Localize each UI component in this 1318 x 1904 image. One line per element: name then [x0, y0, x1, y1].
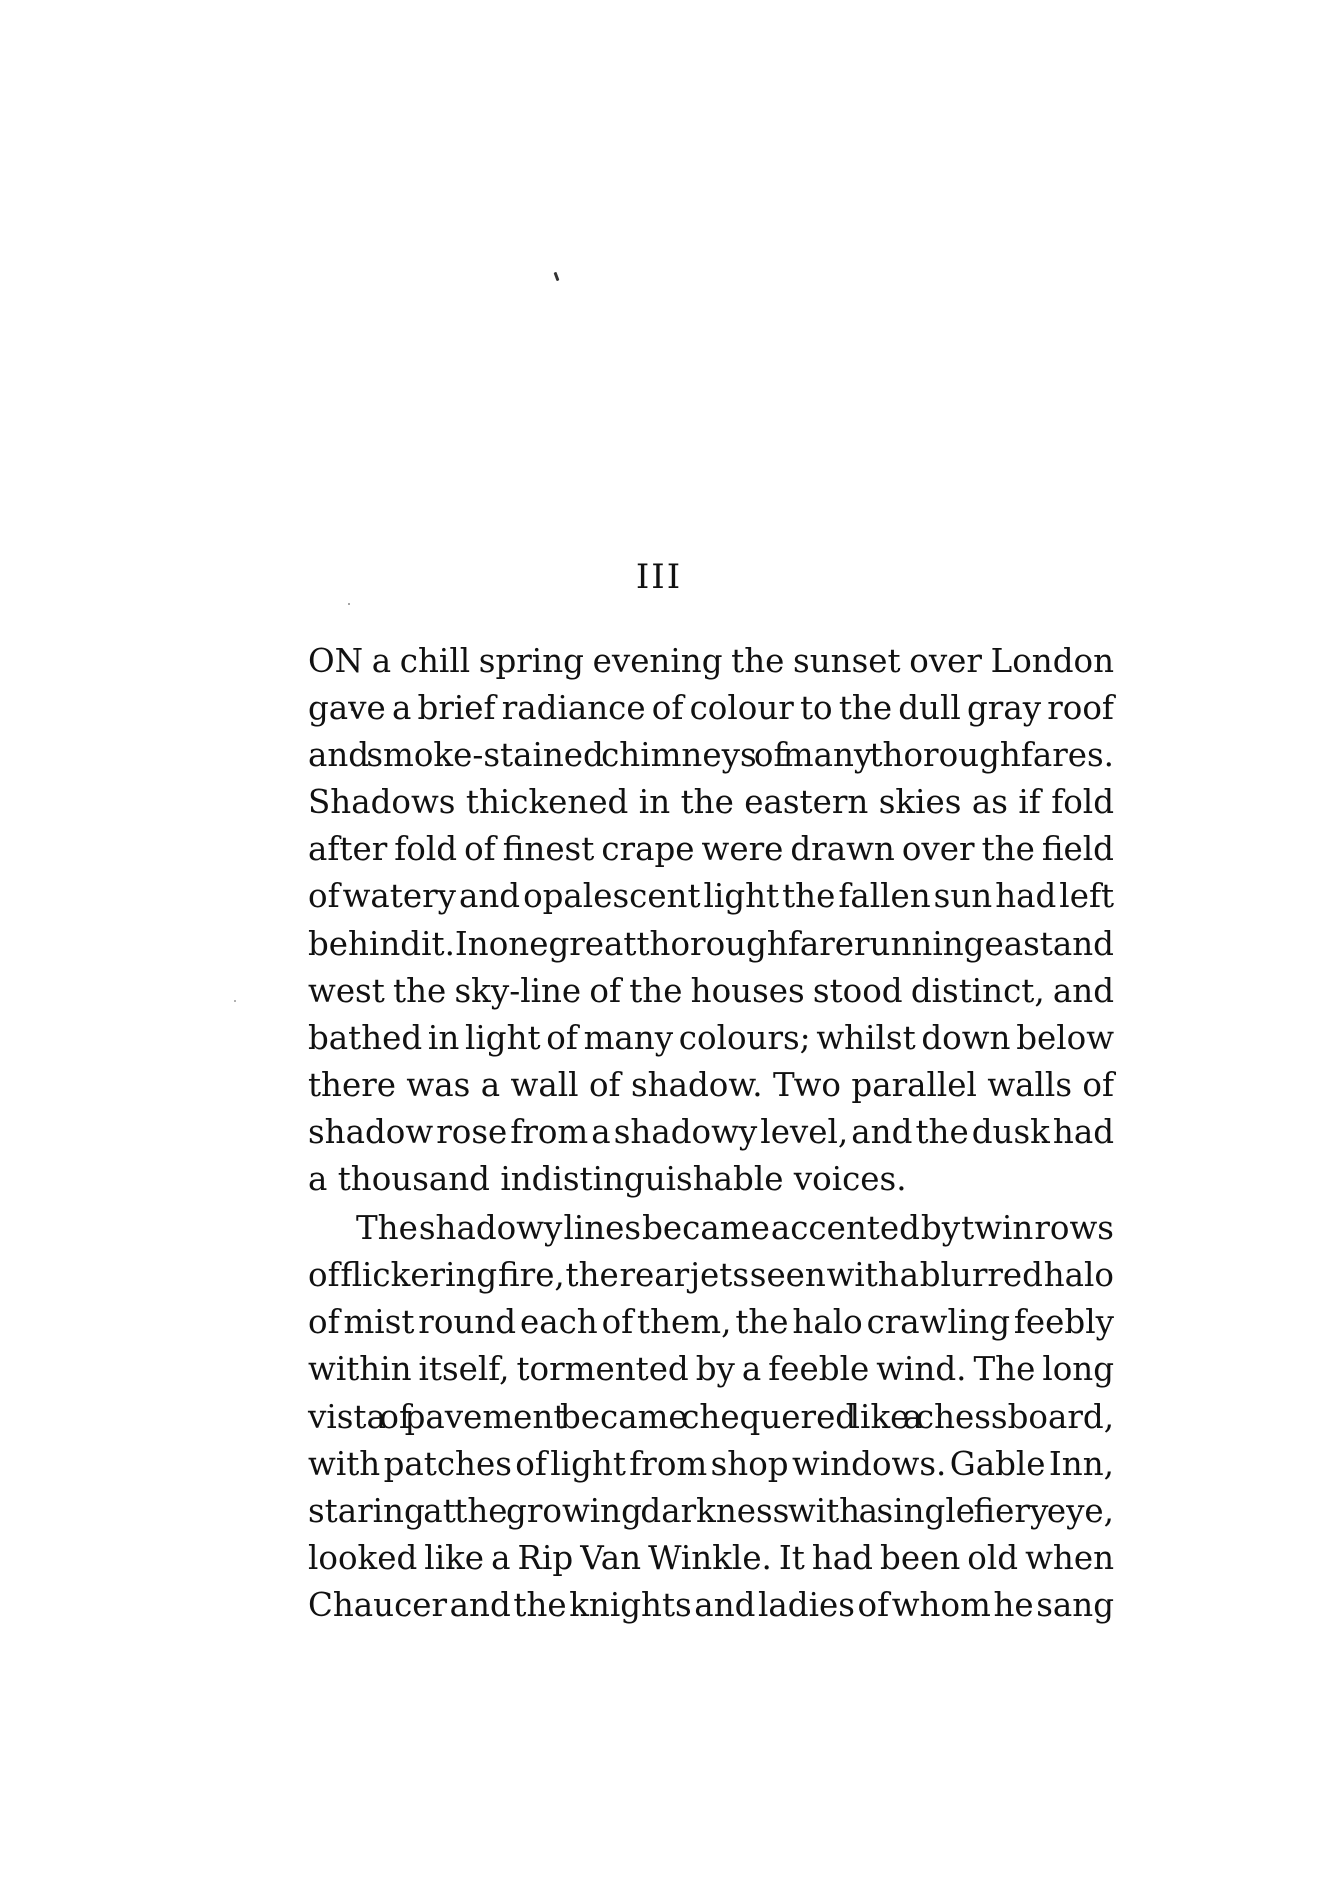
text-line: staring at the growing darkness with a single fiery eye,: [308, 1491, 1114, 1530]
chapter-number: III: [635, 557, 683, 597]
text-line: with patches of light from shop windows. Gable Inn,: [308, 1444, 1114, 1483]
paragraph-1: [308, 638, 1114, 1203]
text-line: within itself, tormented by a feeble wind. The long: [308, 1350, 1115, 1389]
text-line: bathed in light of many colours; whilst down below: [308, 1018, 1115, 1057]
chapter-body: [308, 638, 1114, 1629]
text-line: behind it. In one great thoroughfare running east and: [308, 924, 1114, 963]
text-line: and smoke-stained chimneys of many thoroughfares.: [308, 736, 1115, 775]
text-line: looked like a Rip Van Winkle. It had been old when: [308, 1538, 1115, 1577]
text-line: of flickering fire, the rear jets seen with a blurred halo: [308, 1256, 1114, 1295]
paragraph-2: [308, 1205, 1114, 1629]
text-line: a thousand indistinguishable voices.: [308, 1160, 907, 1199]
text-line: Chaucer and the knights and ladies of whom he sang: [308, 1585, 1114, 1624]
ink-speck: [554, 272, 560, 281]
text-line: gave a brief radiance of colour to the dull gray roof: [308, 689, 1114, 728]
text-line: there was a wall of shadow. Two parallel walls of: [308, 1065, 1115, 1104]
text-line: ON a chill spring evening the sunset over London: [308, 642, 1114, 680]
ink-speck: [234, 1000, 236, 1002]
text-line: west the sky-line of the houses stood distinct, and: [308, 971, 1115, 1010]
text-line: after fold of finest crape were drawn over the field: [308, 830, 1114, 869]
text-line: of mist round each of them, the halo crawling feebly: [308, 1303, 1114, 1342]
text-line: The shadowy lines became accented by twin rows: [356, 1209, 1114, 1248]
text-line: of watery and opalescent light the fallen sun had left: [308, 877, 1115, 916]
text-line: vista of pavement became chequered like a chessboard,: [308, 1397, 1115, 1436]
ink-speck: [348, 603, 350, 605]
text-line: shadow rose from a shadowy level, and the dusk had: [308, 1112, 1115, 1151]
text-line: Shadows thickened in the eastern skies as if fold: [308, 783, 1115, 822]
